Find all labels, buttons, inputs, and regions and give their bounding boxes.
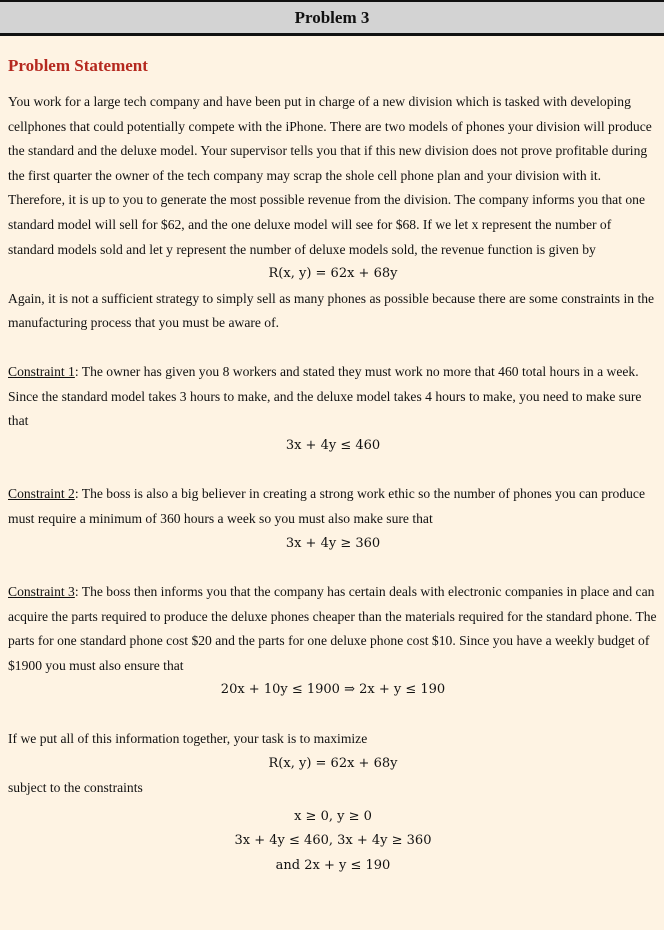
section-heading: Problem Statement: [8, 56, 148, 75]
intro-paragraph: You work for a large tech company and have been put in charge of a new division which is tasked with developing cellphones that could potentially compete with the iPhone. There are two models of phones your division will produce the standard and the deluxe model. Your supervisor tells you that if this new division does not prove profitable during the first quarter the owner of the tech company may scrap the shole cell phone plan and your division with it. Therefore, it is up to you to generate the most possible revenue from the division. The company informs you that one standard model will sell for $62, and the one deluxe model will see for $68. If we let x represent the number of standard models sold and let y represent the number of deluxe models sold, the revenue function is given by: [8, 94, 652, 257]
page-title-bar: [0, 0, 664, 36]
problem-content: [8, 52, 658, 879]
again-paragraph: Again, it is not a sufficient strategy to simply sell as many phones as possible because there are some constraints in the manufacturing process that you must be aware of.: [8, 290, 655, 331]
constraint-1-paragraph: [8, 360, 658, 434]
constraint-3-text: : The boss then informs you that the company has certain deals with electronic companies in place and can acquire the parts required to produce the deluxe phones cheaper than the materials required for the standard phone. The parts for one standard phone cost $20 and the parts for one deluxe phone cost $10. Since you have a weekly budget of $1900 you must also ensure that: [8, 584, 657, 673]
constraint-2-label: Constraint 2: [8, 486, 75, 502]
constraint-3-label: Constraint 3: [8, 584, 75, 600]
constraint-1-label: Constraint 1: [8, 363, 75, 379]
constraint-3-equation: 20x + 10y ≤ 1900 ⇒ 2x + y ≤ 190: [220, 682, 446, 698]
constraint-2-paragraph: [8, 482, 658, 531]
constraint-3-paragraph: [8, 580, 658, 678]
summary-constraint-hours: 3x + 4y ≤ 460, 3x + 4y ≥ 360: [234, 833, 432, 849]
constraint-1-text: : The owner has given you 8 workers and stated they must work no more that 460 total hours in a week. Since the standard model takes 3 hours to make, and the deluxe model takes 4 hours to make, you need to make sure that: [8, 363, 642, 429]
title-top-rule: [0, 0, 664, 2]
revenue-equation: R(x, y) = 62x + 68y: [268, 266, 398, 282]
constraint-2-text: : The boss is also a big believer in creating a strong work ethic so the number of phones you can produce must require a minimum of 360 hours a week so you must also make sure that: [8, 486, 646, 526]
objective-equation: R(x, y) = 62x + 68y: [268, 755, 398, 771]
constraint-2-equation: 3x + 4y ≥ 360: [285, 535, 381, 551]
task-paragraph: If we put all of this information together, your task is to maximize: [8, 731, 368, 747]
summary-constraint-budget: and 2x + y ≤ 190: [275, 858, 391, 874]
constraint-1-equation: 3x + 4y ≤ 460: [285, 437, 381, 453]
page-title: Problem 3: [294, 8, 370, 27]
subject-to-text: subject to the constraints: [8, 780, 143, 796]
summary-constraint-nonneg: x ≥ 0, y ≥ 0: [294, 808, 372, 824]
